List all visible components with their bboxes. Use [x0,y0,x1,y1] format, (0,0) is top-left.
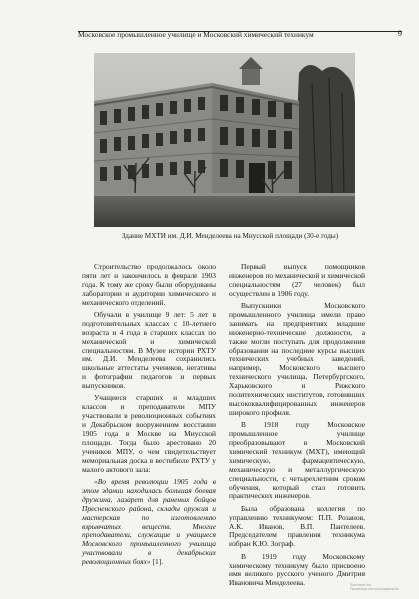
quote-reference: [1]. [150,557,164,567]
figure-caption: Здание МХТИ им. Д.И. Менделеева на Миусской площади (30-е годы) [121,232,339,240]
paragraph: Выпускники Московского промышленного училища имели право занимать на предприятиях младшие инженерно-технические должности, а также могли поступать для продолжения образования на последние курсы высших технических учебных заведений, например, Московского высшего технического училища, Петербургского, Харьковского и Рижского политехнических институтов, готовивших высококвалифицированных инженеров широкого профиля. [229,301,365,417]
page-number: 9 [397,28,402,38]
paragraph: Строительство продолжалось около пяти лет и закончилось в феврале 1903 года. К тому же сроку были оборудованы лаборатории и аудитории химического и механического отделений. [82,262,216,307]
watermark-line: Scanned by [350,583,372,587]
paragraph: В 1918 году Московское промышленное училище преобразовывают в Московский химический техникум (МХТ), имеющий химическую, фармацевтическую, механическую и металлургическую специальности, с четырехлетним сроком обучения, который стал готовить практических инженеров. [229,420,365,501]
running-title: Московское промышленное училище и Московский химический техникум [78,30,314,39]
paragraph: Обучали в училище 9 лет: 5 лет в подготовительных классах с 10-летнего возраста и 4 года в старших классах по механической и химической специальностям. В Музее истории РХТУ им. Д.И. Менделеева сохранились школьные аттестаты учеников, негативы и фотографии педагогов и первых выпускников. [82,309,216,391]
paragraph: Была образована коллегия по управлению техникумом: П.П. Розанов, А.К. Иванов, В.П. Пантелеев. Председателем правления техникума избран К.Ю. Зограф. [229,503,365,549]
paragraph: В 1919 году Московскому химическому техникуму было присвоено имя великого русского ученого Дмитрия Ивановича Менделеева. [229,551,365,588]
watermark-line: Facebook.com/uppoglasfon [350,587,400,591]
building-photo [94,53,355,227]
running-header [78,28,402,39]
memorial-quote [82,478,216,567]
paragraph: Учащиеся старших и младших классов и преподаватели МПУ участвовали в революционных событиях и Декабрьском вооруженном восстании 1905 года в Москве на Миусской площади. Тогда было арестовано 20 учеников МПУ, о чем свидетельствует мемориальная доска в вестибюле РХТУ у малого актового зала: [82,393,216,474]
paragraph: Первый выпуск помощников инженеров по механической и химической специальностям (27 человек) был осуществлен в 1906 году. [229,262,365,298]
left-column [82,263,216,570]
scan-watermark [350,583,399,591]
right-column [229,263,365,592]
quote-text: «Во время революции 1905 года в этом здании находилась большая боевая дружина, лазарет для раненых бойцов Пресненского района, склады оружия и мастерская по изготовлению взрывчатых веществ. Многие преподаватели, служащие и учащиеся Московского промышленного училища участвовали в декабрьских революционных боях» [82,477,216,567]
